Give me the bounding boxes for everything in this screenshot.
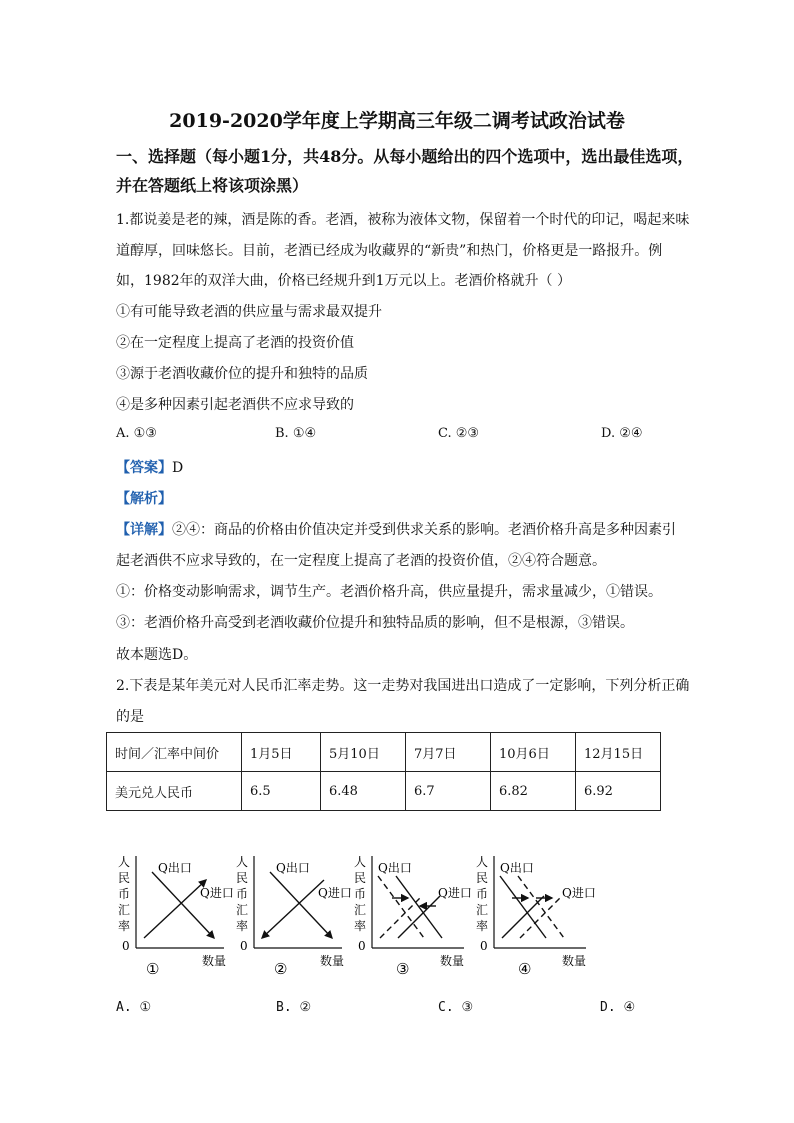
exchange-rate-table bbox=[106, 732, 661, 811]
q1-item-3: ③源于老酒收藏价位的提升和独特的品质 bbox=[116, 366, 368, 382]
table-header-cell: 12月15日 bbox=[576, 733, 661, 772]
y-axis-char: 率 bbox=[476, 919, 489, 933]
q1-option-a: A. ①③ bbox=[116, 426, 157, 441]
y-axis-char: 率 bbox=[236, 919, 249, 933]
section-heading-line1: 一、选择题（每小题1分，共48分。从每小题给出的四个选项中，选出最佳选项， bbox=[116, 147, 694, 166]
y-axis-char: 币 bbox=[354, 887, 367, 901]
q2-stem-line2: 的是 bbox=[116, 709, 144, 725]
import-line bbox=[144, 880, 206, 938]
export-label: Q出口 bbox=[276, 861, 310, 875]
page-title: 2019-2020学年度上学期高三年级二调考试政治试卷 bbox=[169, 110, 625, 132]
q2-option-b: B. ② bbox=[276, 1000, 312, 1015]
q2-option-d: D. ④ bbox=[600, 1000, 636, 1015]
q1-option-c: C. ②③ bbox=[438, 426, 480, 441]
q1-stem-line3: 如，1982年的双洋大曲，价格已经规升到1万元以上。老酒价格就升（ ） bbox=[116, 273, 571, 289]
answer-value: D bbox=[172, 460, 184, 476]
q1-item-2: ②在一定程度上提高了老酒的投资价值 bbox=[116, 335, 354, 351]
answer-tag: 【答案】 bbox=[116, 460, 172, 476]
table-cell: 6.82 bbox=[491, 772, 576, 811]
q2-stem-line1: 2.下表是某年美元对人民币汇率走势。这一走势对我国进出口造成了一定影响，下列分析正确 bbox=[116, 678, 690, 694]
import-line bbox=[262, 880, 324, 938]
table-row bbox=[107, 772, 661, 811]
import-line-dashed bbox=[380, 896, 422, 938]
y-axis-char: 币 bbox=[118, 887, 131, 901]
detail-tag: 【详解】 bbox=[116, 522, 172, 538]
graph-1 bbox=[116, 852, 234, 986]
x-axis-label: 数量 bbox=[320, 954, 345, 968]
table-header-cell: 5月10日 bbox=[321, 733, 406, 772]
origin-label: 0 bbox=[358, 939, 366, 953]
q1-option-b: B. ①④ bbox=[275, 426, 317, 441]
y-axis-char: 汇 bbox=[476, 903, 489, 917]
import-label: Q进口 bbox=[438, 886, 472, 900]
q1-detail-line5: 故本题选D。 bbox=[116, 647, 198, 663]
export-label: Q出口 bbox=[500, 861, 534, 875]
table-cell: 美元兑人民币 bbox=[107, 772, 242, 811]
table-cell: 6.7 bbox=[406, 772, 491, 811]
q1-detail-line3: ①：价格变动影响需求，调节生产。老酒价格升高，供应量提升，需求量减少，①错误。 bbox=[116, 584, 662, 600]
table-cell: 6.92 bbox=[576, 772, 661, 811]
y-axis-char: 民 bbox=[476, 871, 489, 885]
table-header-cell: 10月6日 bbox=[491, 733, 576, 772]
section-heading-line2: 并在答题纸上将该项涂黑） bbox=[116, 176, 309, 195]
y-axis-char: 人 bbox=[118, 855, 131, 869]
import-label: Q进口 bbox=[562, 886, 596, 900]
q1-item-4: ④是多种因素引起老酒供不应求导致的 bbox=[116, 397, 354, 413]
detail-text: ②④：商品的价格由价值决定并受到供求关系的影响。老酒价格升高是多种因素引 bbox=[172, 522, 676, 538]
x-axis-label: 数量 bbox=[440, 954, 465, 968]
y-axis-char: 汇 bbox=[354, 903, 367, 917]
import-label: Q进口 bbox=[200, 886, 234, 900]
export-label: Q出口 bbox=[378, 861, 412, 875]
y-axis-char: 人 bbox=[354, 855, 367, 869]
table-header-row bbox=[107, 733, 661, 772]
y-axis-char: 汇 bbox=[236, 903, 249, 917]
graph-number: ④ bbox=[518, 960, 532, 978]
export-line bbox=[396, 876, 442, 938]
q1-detail-line1 bbox=[116, 519, 676, 539]
q1-item-1: ①有可能导致老酒的供应量与需求最双提升 bbox=[116, 304, 382, 320]
graph-number: ③ bbox=[396, 960, 410, 978]
x-axis-label: 数量 bbox=[562, 954, 587, 968]
y-axis-char: 民 bbox=[236, 871, 249, 885]
q1-stem-line2: 道醇厚，回味悠长。目前，老酒已经成为收藏界的“新贵”和热门，价格更是一路报升。例 bbox=[116, 243, 663, 259]
y-axis-char: 民 bbox=[118, 871, 131, 885]
q2-option-c: C. ③ bbox=[438, 1000, 474, 1015]
y-axis-char: 币 bbox=[476, 887, 489, 901]
graph-number: ② bbox=[274, 960, 288, 978]
y-axis-char: 人 bbox=[476, 855, 489, 869]
import-label: Q进口 bbox=[318, 886, 352, 900]
export-line-dashed bbox=[518, 876, 564, 938]
graph-3 bbox=[352, 852, 472, 986]
import-line bbox=[502, 896, 544, 938]
y-axis-char: 汇 bbox=[118, 903, 131, 917]
q1-stem-line1: 1.都说姜是老的辣，酒是陈的香。老酒，被称为液体文物，保留着一个时代的印记，喝起来味 bbox=[116, 212, 690, 228]
table-header-cell: 7月7日 bbox=[406, 733, 491, 772]
export-line bbox=[500, 876, 546, 938]
table-header-cell: 时间／汇率中间价 bbox=[107, 733, 242, 772]
graph-4 bbox=[474, 852, 596, 986]
import-line bbox=[398, 896, 440, 938]
q1-option-d: D. ②④ bbox=[601, 426, 643, 441]
export-line-dashed bbox=[378, 876, 424, 938]
export-label: Q出口 bbox=[158, 861, 192, 875]
q1-answer bbox=[116, 457, 183, 477]
y-axis-char: 率 bbox=[118, 919, 131, 933]
table-header-cell: 1月5日 bbox=[242, 733, 321, 772]
graph-number: ① bbox=[146, 960, 160, 978]
origin-label: 0 bbox=[240, 939, 248, 953]
x-axis-label: 数量 bbox=[202, 954, 227, 968]
q1-detail-line2: 起老酒供不应求导致的，在一定程度上提高了老酒的投资价值，②④符合题意。 bbox=[116, 553, 606, 569]
q2-option-a: A. ① bbox=[116, 1000, 152, 1015]
origin-label: 0 bbox=[480, 939, 488, 953]
y-axis-char: 民 bbox=[354, 871, 367, 885]
q1-detail-line4: ③：老酒价格升高受到老酒收藏价位提升和独特品质的影响，但不是根源，③错误。 bbox=[116, 615, 634, 631]
graph-2 bbox=[234, 852, 352, 986]
y-axis-char: 率 bbox=[354, 919, 367, 933]
analysis-tag: 【解析】 bbox=[116, 491, 172, 507]
table-cell: 6.5 bbox=[242, 772, 321, 811]
y-axis-char: 币 bbox=[236, 887, 249, 901]
table-cell: 6.48 bbox=[321, 772, 406, 811]
origin-label: 0 bbox=[122, 939, 130, 953]
y-axis-char: 人 bbox=[236, 855, 249, 869]
